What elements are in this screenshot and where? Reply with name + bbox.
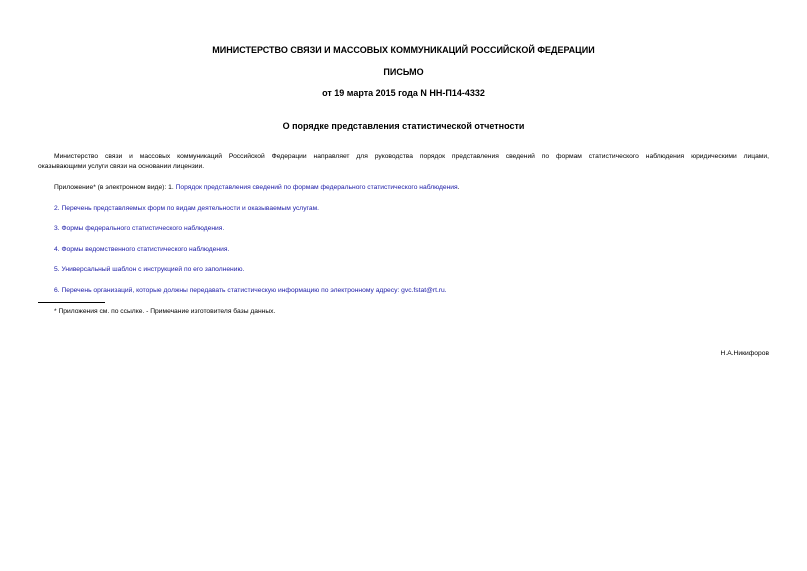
attachment-number: 2. <box>54 205 62 212</box>
attachment-text: Перечень представляемых форм по видам деятельности и оказываемым услугам <box>61 205 318 212</box>
attachment-suffix: . <box>444 287 447 294</box>
attachment-prefix: Приложение* (в электронном виде): <box>54 184 169 191</box>
attachment-link-3[interactable] <box>54 225 224 232</box>
attachment-item-2 <box>38 204 769 214</box>
attachment-item-6 <box>38 286 769 296</box>
attachment-link-6[interactable] <box>54 287 447 294</box>
attachment-suffix: . <box>317 205 320 212</box>
signature-name: Н.А.Никифоров <box>720 350 769 357</box>
attachment-text: Перечень организаций, которые должны передавать статистическую информацию по электронному адресу: gvc.fstat@rt.ru <box>61 287 445 294</box>
intro-line-2: оказывающими услуги связи на основании лицензии. <box>38 163 205 170</box>
document-title: О порядке представления статистической отчетности <box>282 121 525 131</box>
intro-paragraph <box>38 152 769 172</box>
attachment-item-3 <box>38 224 769 234</box>
attachment-number: 5. <box>54 266 62 273</box>
attachment-link-2[interactable] <box>54 205 319 212</box>
ministry-heading: МИНИСТЕРСТВО СВЯЗИ И МАССОВЫХ КОММУНИКАЦИЙ РОССИЙСКОЙ ФЕДЕРАЦИИ <box>212 45 595 55</box>
document-date-number: от 19 марта 2015 года N НН-П14-4332 <box>322 88 485 98</box>
attachment-suffix: . <box>457 184 460 191</box>
attachment-suffix: . <box>222 225 225 232</box>
attachment-number: 4. <box>54 246 62 253</box>
attachment-number: 3. <box>54 225 62 232</box>
attachment-text: Формы федерального статистического наблюдения <box>61 225 223 232</box>
attachment-number: 1. <box>168 184 176 191</box>
attachment-item-5 <box>38 265 769 275</box>
attachment-text: Универсальный шаблон с инструкцией по его заполнению <box>61 266 243 273</box>
attachment-link-4[interactable] <box>54 246 229 253</box>
attachment-link-5[interactable] <box>54 266 244 273</box>
attachment-item-4 <box>38 245 769 255</box>
attachment-text: Формы ведомственного статистического наблюдения <box>61 246 228 253</box>
attachment-suffix: . <box>227 246 230 253</box>
attachment-link-1[interactable]: Порядок представления сведений по формам федерального статистического наблюдения <box>175 184 458 191</box>
document-type: ПИСЬМО <box>383 67 424 77</box>
attachment-suffix: . <box>242 266 245 273</box>
attachment-item-1 <box>38 183 769 193</box>
intro-line-1: Министерство связи и массовых коммуникаций Российской Федерации направляет для руководства порядок представления сведений по формам статистического наблюдения юридическими лицами, <box>54 153 769 160</box>
footnote-divider <box>38 302 105 303</box>
attachment-number: 6. <box>54 287 62 294</box>
footnote: * Приложения см. по ссылке. - Примечание изготовителя базы данных. <box>54 308 276 315</box>
